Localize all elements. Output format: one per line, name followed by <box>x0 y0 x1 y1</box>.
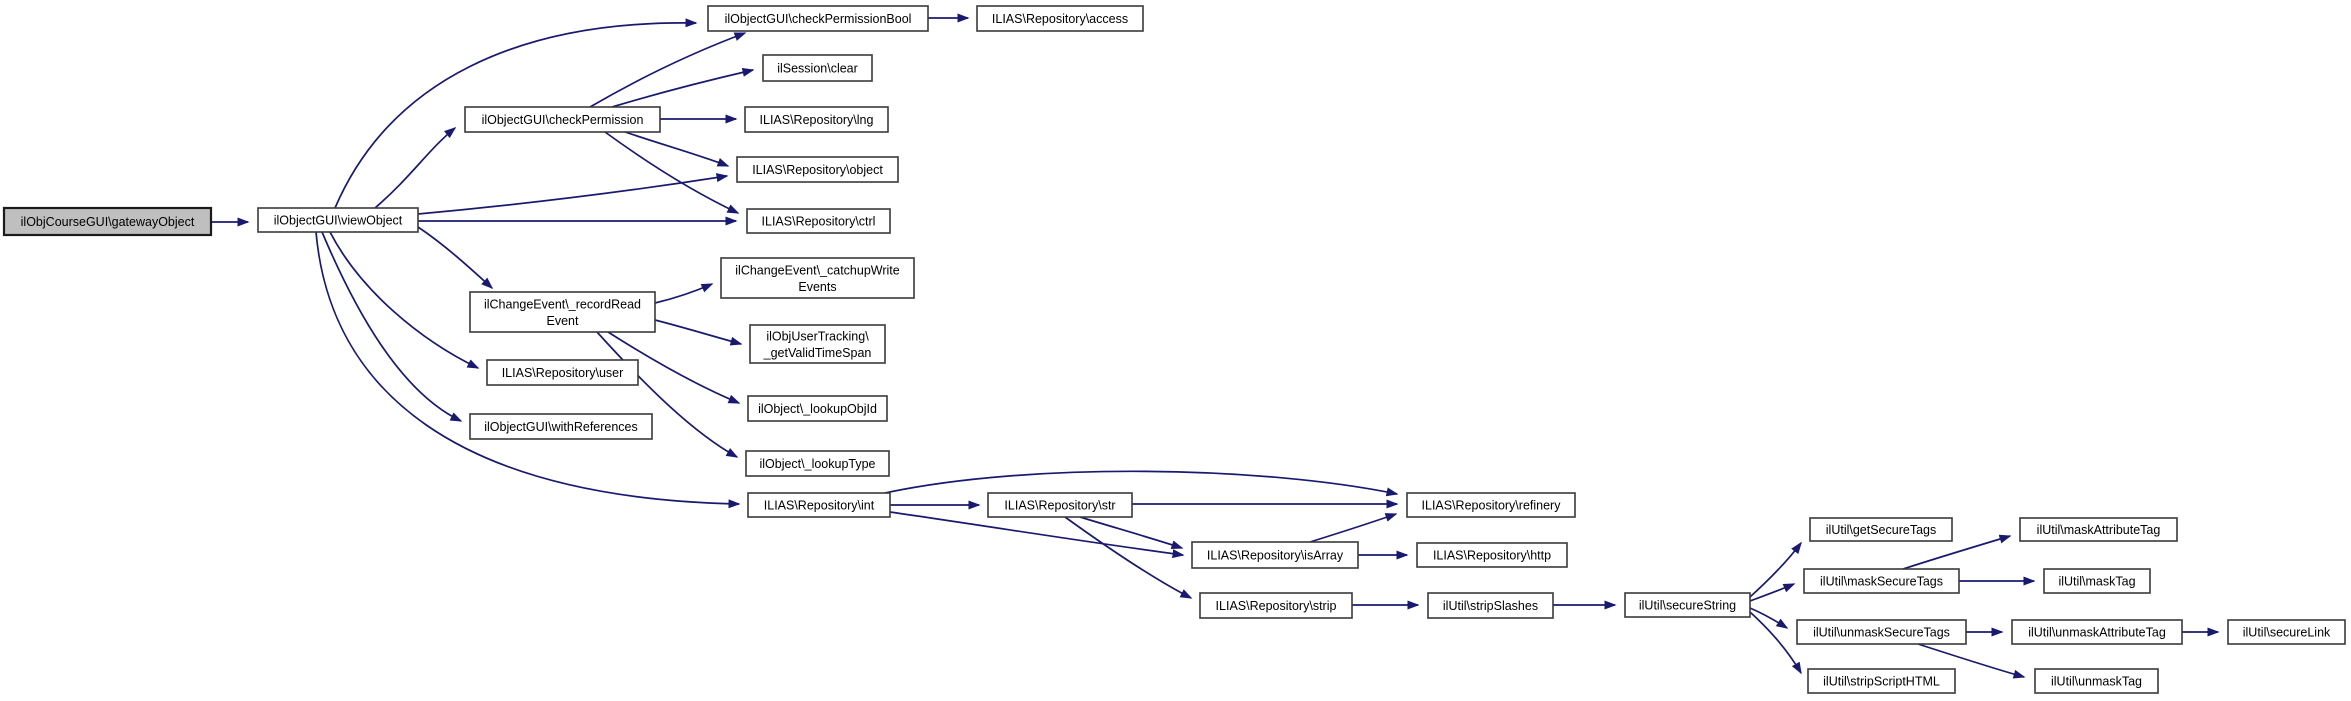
node-label-unmask-attribute-tag: ilUtil\unmaskAttributeTag <box>2028 625 2166 640</box>
node-label-user: ILIAS\Repository\user <box>501 366 624 380</box>
node-str[interactable] <box>988 493 1132 517</box>
node-label-gateway-object: ilObjCourseGUI\gatewayObject <box>20 215 195 229</box>
edge-view-object-to-record-read-event <box>418 227 492 288</box>
node-label-get-secure-tags: ilUtil\getSecureTags <box>1825 523 1937 537</box>
node-check-permission[interactable] <box>465 107 660 132</box>
edge-secure-string-to-get-secure-tags <box>1750 543 1801 597</box>
node-record-read-event[interactable] <box>470 292 655 332</box>
node-label-session-clear: ilSession\clear <box>777 61 858 76</box>
edge-view-object-to-check-permission <box>375 128 455 208</box>
node-label-refinery: ILIAS\Repository\refinery <box>1421 498 1561 513</box>
node-strip-slashes[interactable] <box>1428 593 1553 618</box>
node-http[interactable] <box>1417 543 1567 567</box>
node-session-clear[interactable] <box>763 55 872 81</box>
node-label-view-object: ilObjectGUI\viewObject <box>273 213 403 228</box>
node-label-str: ILIAS\Repository\str <box>1004 498 1116 513</box>
edge-record-read-event-to-catchup-write-events <box>655 284 712 303</box>
edge-check-permission-to-object <box>625 132 728 166</box>
node-int[interactable] <box>748 493 890 517</box>
edge-is-array-to-refinery <box>1310 514 1396 542</box>
node-label-unmask-tag: ilUtil\unmaskTag <box>2050 674 2143 689</box>
node-label-lookup-obj-id: ilObject\_lookupObjId <box>758 402 877 416</box>
node-label-access: ILIAS\Repository\access <box>991 12 1129 26</box>
node-refinery[interactable] <box>1407 493 1575 517</box>
node-secure-string[interactable] <box>1625 593 1750 617</box>
node-label-mask-tag: ilUtil\maskTag <box>2058 574 2136 589</box>
edge-record-read-event-to-get-valid-time-span <box>655 320 741 344</box>
node-with-references[interactable] <box>470 414 652 439</box>
node-unmask-secure-tags[interactable] <box>1797 620 1966 644</box>
edge-check-permission-to-check-permission-bool <box>590 33 745 107</box>
edge-view-object-to-with-references <box>322 232 461 421</box>
node-view-object[interactable] <box>258 208 418 232</box>
node-mask-tag[interactable] <box>2044 569 2150 593</box>
edge-int-to-is-array <box>890 512 1183 555</box>
node-label-strip: ILIAS\Repository\strip <box>1215 599 1337 613</box>
node-is-array[interactable] <box>1192 542 1358 568</box>
node-label-strip-script-html: ilUtil\stripScriptHTML <box>1823 674 1940 689</box>
node-get-valid-time-span[interactable] <box>750 325 885 363</box>
node-label-mask-secure-tags: ilUtil\maskSecureTags <box>1820 574 1943 589</box>
node-lookup-obj-id[interactable] <box>748 396 887 421</box>
node-mask-secure-tags[interactable] <box>1804 569 1959 593</box>
node-mask-attribute-tag[interactable] <box>2020 518 2177 541</box>
node-label-object: ILIAS\Repository\object <box>752 163 883 177</box>
node-label-record-read-event: ilChangeEvent\_recordRead Event <box>483 297 642 328</box>
node-check-permission-bool[interactable] <box>708 6 928 31</box>
node-get-secure-tags[interactable] <box>1810 518 1952 541</box>
edge-secure-string-to-mask-secure-tags <box>1750 584 1794 601</box>
node-ctrl[interactable] <box>747 209 890 233</box>
node-label-unmask-secure-tags: ilUtil\unmaskSecureTags <box>1813 625 1950 640</box>
node-catchup-write-events[interactable] <box>721 258 914 298</box>
node-label-secure-link: ilUtil\secureLink <box>2242 625 2331 640</box>
node-label-secure-string: ilUtil\secureString <box>1638 598 1737 613</box>
node-label-mask-attribute-tag: ilUtil\maskAttributeTag <box>2036 523 2161 537</box>
node-label-is-array: ILIAS\Repository\isArray <box>1206 548 1344 563</box>
node-label-lng: ILIAS\Repository\lng <box>759 113 874 127</box>
node-label-int: ILIAS\Repository\int <box>763 498 875 513</box>
edge-check-permission-to-ctrl <box>605 132 738 213</box>
node-label-check-permission: ilObjectGUI\checkPermission <box>481 113 644 127</box>
node-object[interactable] <box>737 157 898 182</box>
node-lookup-type[interactable] <box>746 451 889 476</box>
node-label-with-references: ilObjectGUI\withReferences <box>484 420 638 434</box>
node-label-ctrl: ILIAS\Repository\ctrl <box>761 214 876 229</box>
node-label-catchup-write-events: ilChangeEvent\_catchupWrite Events <box>735 263 900 294</box>
node-label-check-permission-bool: ilObjectGUI\checkPermissionBool <box>724 12 912 26</box>
node-label-http: ILIAS\Repository\http <box>1432 548 1552 563</box>
edge-int-to-refinery <box>885 471 1397 494</box>
node-secure-link[interactable] <box>2228 620 2345 644</box>
node-lng[interactable] <box>745 107 888 132</box>
node-unmask-tag[interactable] <box>2035 669 2158 693</box>
node-unmask-attribute-tag[interactable] <box>2012 620 2182 644</box>
node-label-strip-slashes: ilUtil\stripSlashes <box>1442 599 1539 613</box>
node-label-get-valid-time-span: ilObjUserTracking\ _getValidTimeSpan <box>763 329 872 360</box>
node-access[interactable] <box>977 6 1143 31</box>
node-user[interactable] <box>487 360 638 385</box>
node-strip-script-html[interactable] <box>1808 669 1955 693</box>
node-label-lookup-type: ilObject\_lookupType <box>759 457 876 471</box>
edge-check-permission-to-session-clear <box>612 70 753 107</box>
node-gateway-object <box>4 208 211 235</box>
node-strip[interactable] <box>1200 593 1352 618</box>
edge-str-to-strip <box>1065 517 1191 598</box>
